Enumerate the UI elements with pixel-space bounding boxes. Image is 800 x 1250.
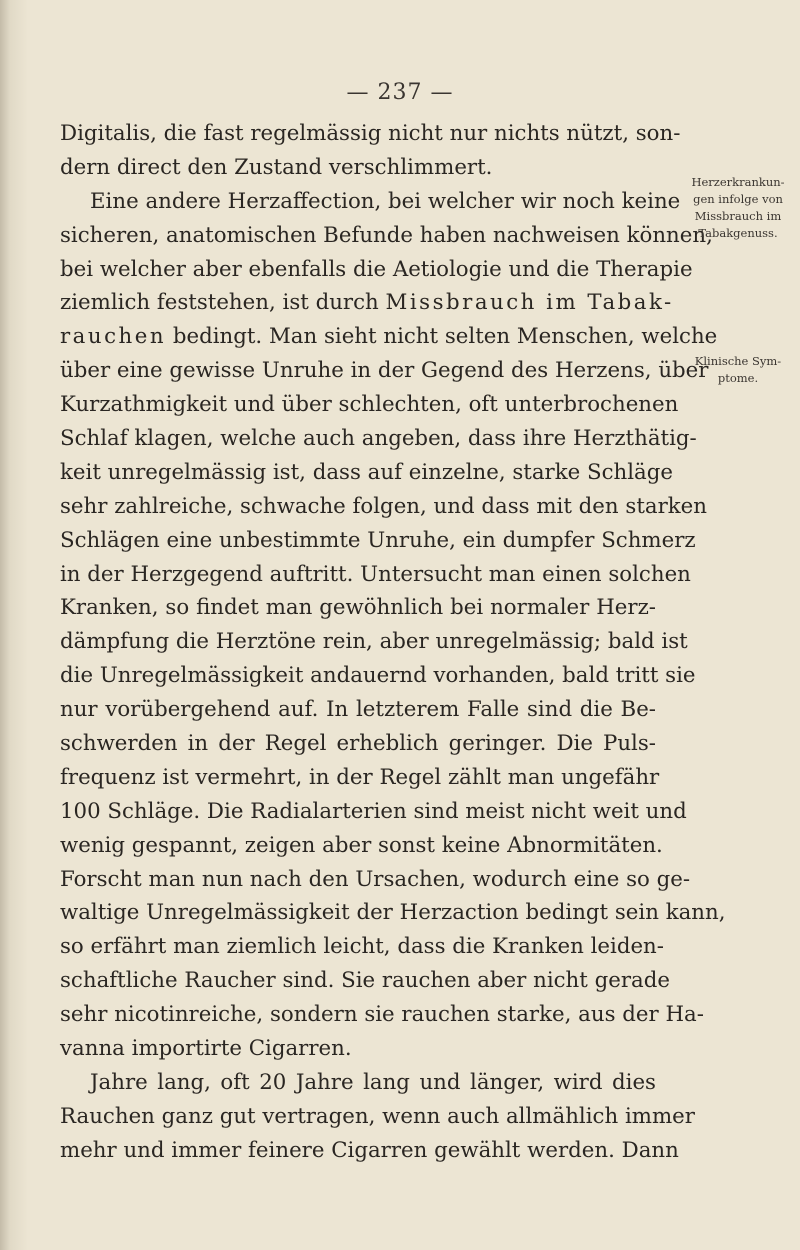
text-line: Rauchen ganz gut vertragen, wenn auch allmählich immer bbox=[60, 1103, 695, 1129]
body-text bbox=[60, 117, 726, 1168]
text-line: über eine gewisse Unruhe in der Gegend des Herzens, über bbox=[60, 358, 709, 384]
page-number: — 237 — bbox=[346, 80, 454, 105]
margin-note-line: ptome. bbox=[717, 371, 759, 385]
emphasis-text: Missbrauch im Tabak- bbox=[385, 290, 674, 316]
text-line: dämpfung die Herztöne rein, aber unregelmässig; bald ist bbox=[60, 629, 688, 655]
text-line: Kranken, so findet man gewöhnlich bei normaler Herz- bbox=[60, 595, 656, 621]
text-line: die Unregelmässigkeit andauernd vorhanden, bald tritt sie bbox=[60, 663, 696, 689]
emphasis-text: rauchen bbox=[60, 324, 167, 350]
margin-note-line: gen infolge von bbox=[693, 192, 783, 206]
text-line: Schlägen eine unbestimmte Unruhe, ein dumpfer Schmerz bbox=[60, 527, 696, 553]
text-line: nur vorübergehend auf. In letzterem Falle sind die Be- bbox=[60, 697, 656, 723]
text-line: waltige Unregelmässigkeit der Herzaction bedingt sein kann, bbox=[60, 900, 726, 926]
text-line: sehr nicotinreiche, sondern sie rauchen starke, aus der Ha- bbox=[60, 1002, 704, 1028]
margin-note-symptoms bbox=[678, 353, 798, 387]
text-line: in der Herzgegend auftritt. Untersucht man einen solchen bbox=[60, 561, 691, 587]
text-line: bei welcher aber ebenfalls die Aetiologie und die Therapie bbox=[60, 256, 693, 282]
text-line: Kurzathmigkeit und über schlechten, oft unterbrochenen bbox=[60, 392, 679, 418]
text-line: so erfährt man ziemlich leicht, dass die Kranken leiden- bbox=[60, 934, 664, 960]
text-line bbox=[60, 320, 718, 354]
text-line: mehr und immer feinere Cigarren gewählt werden. Dann bbox=[60, 1137, 679, 1163]
text-line: Eine andere Herzaffection, bei welcher wir noch keine bbox=[90, 188, 681, 214]
text-line: 100 Schläge. Die Radialarterien sind meist nicht weit und bbox=[60, 798, 687, 824]
text-line: Digitalis, die fast regelmässig nicht nur nichts nützt, son- bbox=[60, 121, 681, 146]
margin-note-line: Klinische Sym- bbox=[694, 354, 782, 368]
text-line: sicheren, anatomischen Befunde haben nachweisen können, bbox=[60, 222, 713, 248]
text-line bbox=[60, 286, 674, 320]
margin-note-line: Missbrauch im bbox=[694, 209, 782, 223]
text-line: Jahre lang, oft 20 Jahre lang und länger, wird dies bbox=[90, 1069, 656, 1095]
text-line: schwerden in der Regel erheblich geringer. Die Puls- bbox=[60, 731, 656, 757]
text-line: Schlaf klagen, welche auch angeben, dass ihre Herzthätig- bbox=[60, 426, 697, 452]
text-line: Forscht man nun nach den Ursachen, wodurch eine so ge- bbox=[60, 866, 691, 892]
margin-note-tobacco bbox=[678, 174, 798, 242]
text-line: vanna importirte Cigarren. bbox=[60, 1036, 352, 1062]
text-line: schaftliche Raucher sind. Sie rauchen aber nicht gerade bbox=[60, 968, 670, 994]
margin-note-line: Herzerkrankun- bbox=[691, 175, 785, 189]
text-line: sehr zahlreiche, schwache folgen, und dass mit den starken bbox=[60, 493, 707, 519]
text-line: dern direct den Zustand verschlimmert. bbox=[60, 154, 493, 180]
text-line: keit unregelmässig ist, dass auf einzelne, starke Schläge bbox=[60, 459, 673, 485]
margin-note-line: Tabakgenuss. bbox=[698, 226, 778, 240]
text-segment: ziemlich feststehen, ist durch bbox=[60, 290, 379, 316]
text-segment: bedingt. Man sieht nicht selten Menschen, welche bbox=[172, 324, 718, 350]
text-line: frequenz ist vermehrt, in der Regel zählt man ungefähr bbox=[60, 764, 660, 790]
text-line: wenig gespannt, zeigen aber sonst keine Abnormitäten. bbox=[60, 832, 663, 858]
